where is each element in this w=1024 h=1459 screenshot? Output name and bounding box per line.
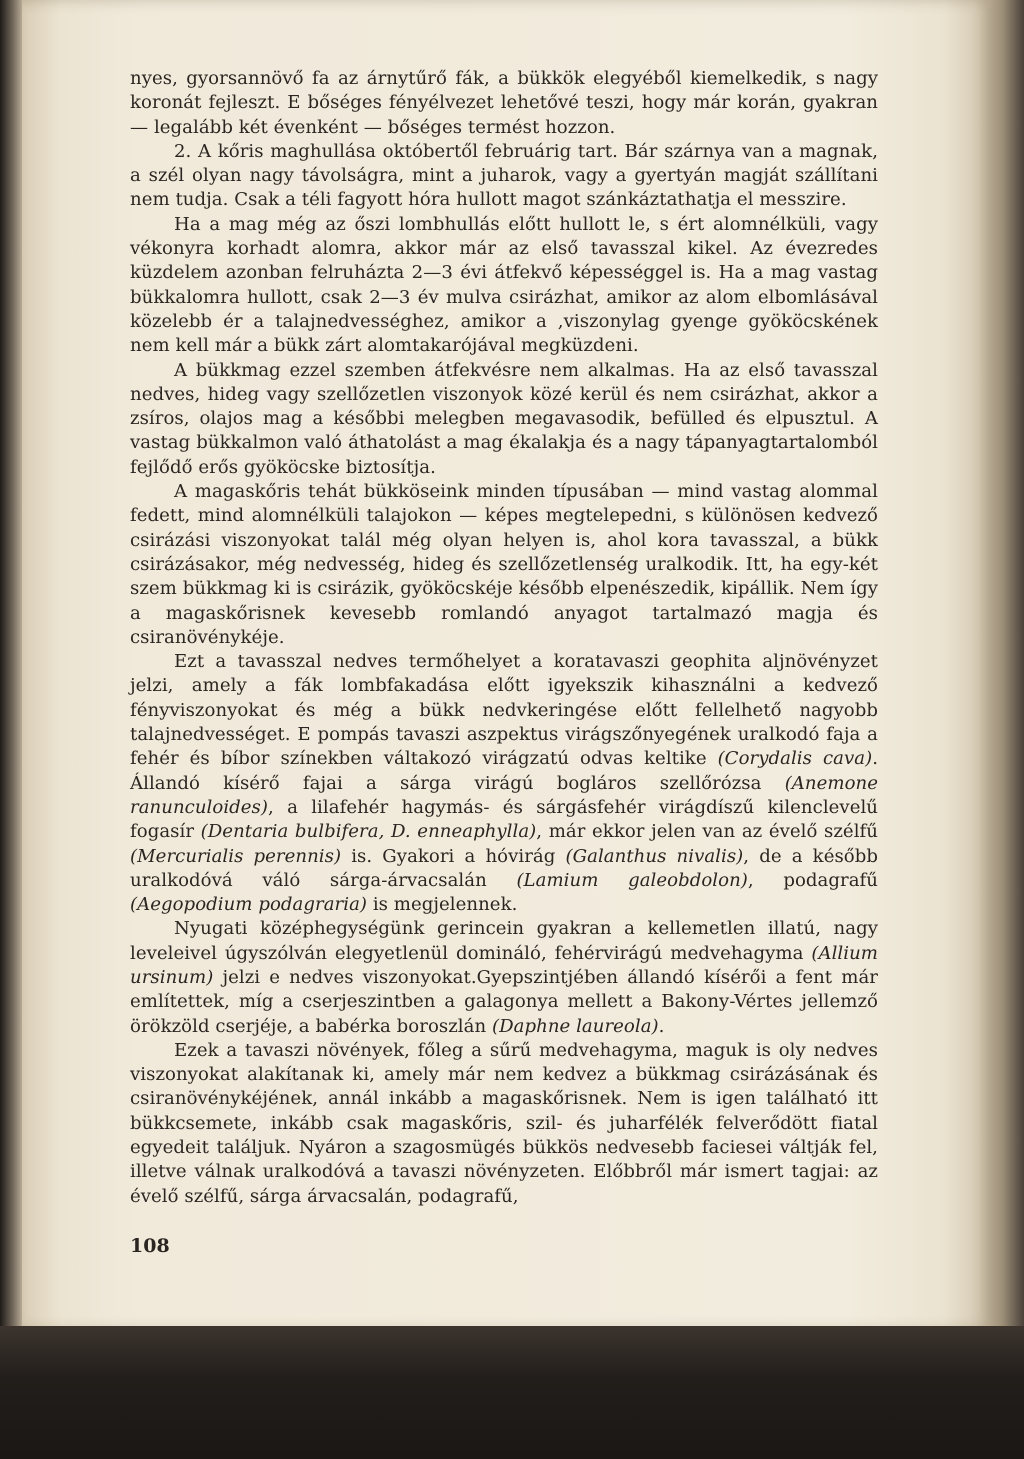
latin-name: (Allium ursinum) [130, 942, 878, 988]
latin-name: (Daphne laureola) [491, 1015, 659, 1037]
latin-name: (Corydalis cava) [717, 748, 873, 770]
page-body-text [130, 67, 878, 1209]
text-run: , de a később uralkodóvá váló sárga-árvacsalán [130, 845, 878, 891]
paragraph [130, 140, 878, 213]
paragraph [130, 359, 878, 480]
paragraph [130, 213, 878, 359]
text-run: is. Gyakori a hóvirág [341, 845, 566, 867]
text-run: 2. A kőris maghullása októbertől februárig tart. Bár szárnya van a magnak, a szél olyan nagy távolságra, mint a juharok, vagy a gyertyán magját szállítani nem tudja. Csak a téli fagyott hóra hullott magot szánkáztathatja el messzire. [130, 140, 878, 211]
latin-name: (Lamium galeobdolon) [516, 869, 748, 891]
text-run: A bükkmag ezzel szemben átfekvésre nem alkalmas. Ha az első tavasszal nedves, hideg vagy szellőzetlen viszonyok közé kerül és nem csirázhat, akkor a zsíros, olajos mag a későbbi melegben megavasodik, befülled és elpusztul. A vastag bükkalmon való áthatolást a mag ékalakja és a nagy tápanyagtartalomból fejlődő erős gyököcske biztosítja. [130, 359, 878, 478]
scan-background [0, 1326, 1024, 1459]
text-run: jelzi e nedves viszonyokat.Gyepszintjében állandó kísérői a fent már említettek, míg a cserjeszintben a galagonya mellett a Bakony-Vértes jellemző örökzöld cserjéje, a babérka boroszlán [130, 966, 878, 1037]
page-number: 108 [130, 1235, 170, 1257]
text-run: Ezt a tavasszal nedves termőhelyet a koratavaszi geophita aljnövényzet jelzi, amely a fák lombfakadása előtt igyekszik kihasználni a kedvező fényviszonyokat és még a bükk nedvkeringése előtt fellelhető nagyobb talajnedvességet. E pompás tavaszi aszpektus virágszőnyegének uralkodó faja a fehér és bíbor színekben váltakozó virágzatú odvas keltike [130, 651, 878, 770]
text-run: . [658, 1015, 665, 1037]
page-edge [988, 0, 1024, 1330]
paragraph [130, 917, 878, 1038]
latin-name: (Mercurialis perennis) [130, 845, 342, 867]
latin-name: (Anemone ranunculoides) [130, 772, 878, 818]
text-run: nyes, gyorsannövő fa az árnytűrő fák, a bükkök elegyéből kiemelkedik, s nagy koronát fejleszt. E bőséges fényélvezet lehetővé teszi, hogy már korán, gyakran — legalább két évenként — bőséges termést hozzon. [130, 68, 878, 138]
text-run: , már ekkor jelen van az évelő szélfű [536, 821, 878, 843]
latin-name: (Dentaria bulbifera, D. enneaphylla) [200, 821, 537, 843]
text-run: Ha a mag még az őszi lombhullás előtt hullott le, s ért alomnélküli, vagy vékonyra korhadt alomra, akkor már az első tavasszal kikel. Az évezredes küzdelem azonban felruházta 2—3 évi átfekvő képességgel is. Ha a mag vastag bükkalomra hullott, csak 2—3 év mulva csirázhat, amikor az alom elbomlásával közelebb ér a talajnedvességhez, amikor a ,viszonylag gyenge gyököcskének nem kell már a bükk zárt alomtakarójával megküzdeni. [130, 213, 878, 357]
text-run: . Állandó kísérő fajai a sárga virágú bogláros szellőrózsa [130, 748, 879, 794]
text-run: , podagrafű [747, 869, 879, 891]
paragraph [130, 67, 878, 140]
text-run: A magaskőris tehát bükköseink minden típusában — mind vastag alommal fedett, mind alomnélküli talajokon — képes megtelepedni, s különösen kedvező csirázási viszonyokat talál még olyan helyen is, ahol kora tavasszal, a bükk csirázásakor, még nedvesség, hideg és szellőzetlenség uralkodik. Itt, ha egy-két szem bükkmag ki is csirázik, gyököcskéje később elpenészedik, kipállik. Nem így a magaskőrisnek kevesebb romlandó anyagot tartalmazó magja és csiranövénykéje. [130, 481, 878, 648]
text-run: Ezek a tavaszi növények, főleg a sűrű medvehagyma, maguk is oly nedves viszonyokat alakítanak ki, amely már nem kedvez a bükkmag csirázásának és csiranövénykéjének, annál inkább a magaskőrisnek. Nem is igen található itt bükkcsemete, inkább csak magaskőris, szil- és juharfélék felverődött fiatal egyedeit találjuk. Nyáron a szagosmügés bükkös nedvesebb faciesei váltják fel, illetve válnak uralkodóvá a tavaszi növényzeten. Előbbről már ismert tagjai: az évelő szélfű, sárga árvacsalán, podagrafű, [130, 1039, 878, 1207]
latin-name: (Aegopodium podagraria) [130, 894, 368, 916]
paragraph [130, 480, 878, 650]
text-run: Nyugati középhegységünk gerincein gyakran a kellemetlen illatú, nagy leveleivel úgyszólván elegyetlenül domináló, fehérvirágú medvehagyma [130, 918, 878, 964]
latin-name: (Galanthus nivalis) [565, 845, 744, 867]
paragraph [130, 1039, 878, 1209]
paragraph [130, 650, 878, 917]
text-run: , a lilafehér hagymás- és sárgásfehér virágdíszű kilenclevelű fogasír [130, 796, 878, 843]
text-run: is megjelennek. [367, 894, 518, 916]
